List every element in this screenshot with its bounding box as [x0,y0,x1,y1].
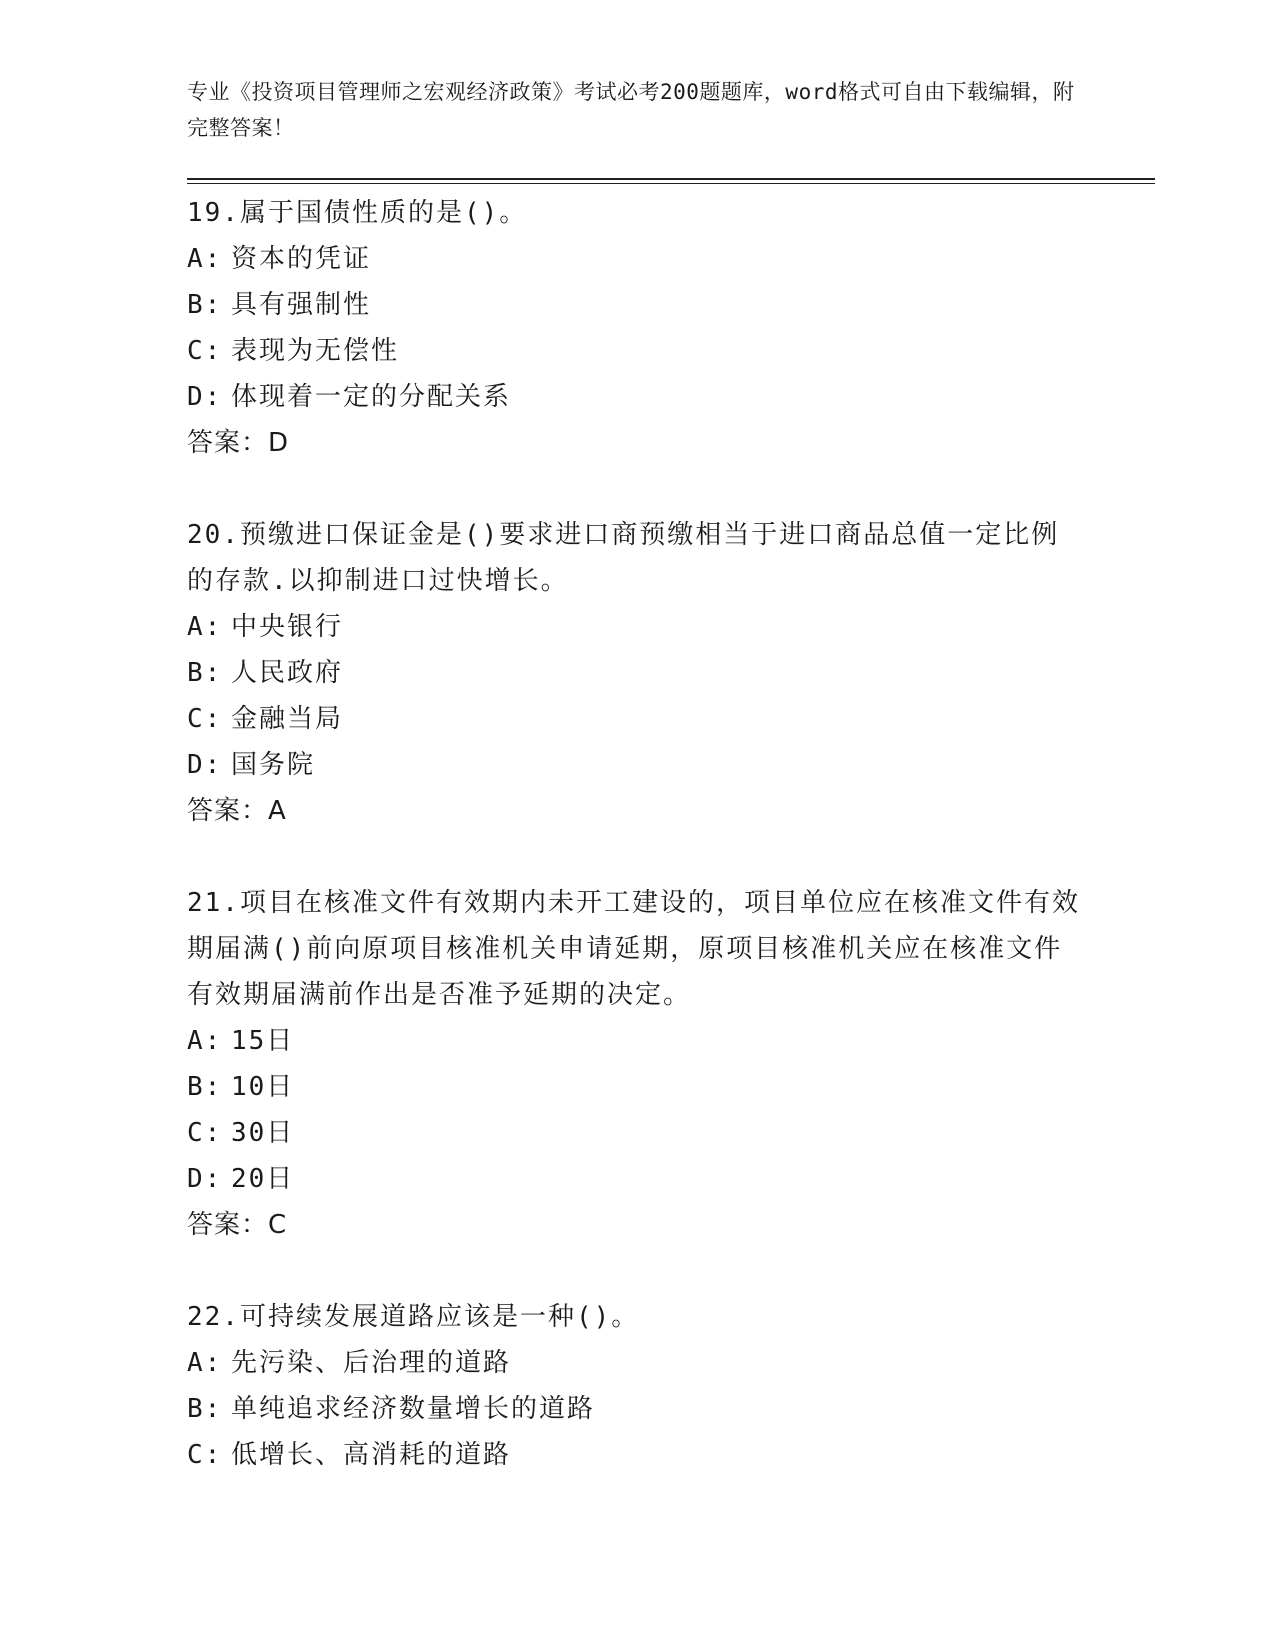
option-text: 体现着一定的分配关系 [231,382,512,412]
option-key: C: [187,336,223,366]
option-text: 人民政府 [231,658,344,688]
option-key: D: [187,1164,223,1194]
option-text: 20日 [231,1164,295,1194]
option-text: 先污染、后治理的道路 [231,1348,512,1378]
option-key: A: [187,1348,223,1378]
option-key: B: [187,1072,223,1102]
option-text: 国务院 [231,750,316,780]
option-key: A: [187,1026,223,1056]
question-20 [187,512,1087,834]
question-stem: 21.项目在核准文件有效期内未开工建设的，项目单位应在核准文件有效期届满()前向原项目核准机关申请延期，原项目核准机关应在核准文件有效期届满前作出是否准予延期的决定。 [187,888,1080,1010]
question-22 [187,1294,1087,1478]
answer-line: 答案：C [187,1210,288,1240]
question-stem: 22.可持续发展道路应该是一种()。 [187,1302,640,1332]
answer-line: 答案：D [187,428,290,458]
option-c [187,328,1087,374]
option-b [187,282,1087,328]
document-intro: 专业《投资项目管理师之宏观经济政策》考试必考200题题库，word格式可自由下载编辑，附完整答案！ [187,80,1075,140]
option-text: 资本的凭证 [231,244,372,274]
option-key: C: [187,704,223,734]
question-stem: 19.属于国债性质的是()。 [187,198,528,228]
option-c [187,1110,1087,1156]
option-key: C: [187,1118,223,1148]
option-a [187,1018,1087,1064]
header-divider [187,178,1155,184]
option-b [187,650,1087,696]
option-a [187,604,1087,650]
option-b [187,1064,1087,1110]
option-key: D: [187,382,223,412]
option-text: 金融当局 [231,704,344,734]
option-key: B: [187,290,223,320]
option-c [187,696,1087,742]
option-text: 中央银行 [231,612,344,642]
option-d [187,374,1087,420]
option-c [187,1432,1087,1478]
option-text: 10日 [231,1072,295,1102]
question-stem: 20.预缴进口保证金是()要求进口商预缴相当于进口商品总值一定比例的存款.以抑制进口过快增长。 [187,520,1060,596]
question-21 [187,880,1087,1248]
option-text: 单纯追求经济数量增长的道路 [231,1394,596,1424]
option-key: A: [187,612,223,642]
option-key: D: [187,750,223,780]
option-text: 30日 [231,1118,295,1148]
option-key: C: [187,1440,223,1470]
option-text: 表现为无偿性 [231,336,400,366]
option-d [187,1156,1087,1202]
option-text: 低增长、高消耗的道路 [231,1440,512,1470]
option-a [187,1340,1087,1386]
option-key: A: [187,244,223,274]
question-list [187,190,1087,1478]
option-text: 具有强制性 [231,290,372,320]
option-a [187,236,1087,282]
option-text: 15日 [231,1026,295,1056]
option-b [187,1386,1087,1432]
option-key: B: [187,1394,223,1424]
option-d [187,742,1087,788]
question-19 [187,190,1087,466]
answer-line: 答案：A [187,796,287,826]
option-key: B: [187,658,223,688]
